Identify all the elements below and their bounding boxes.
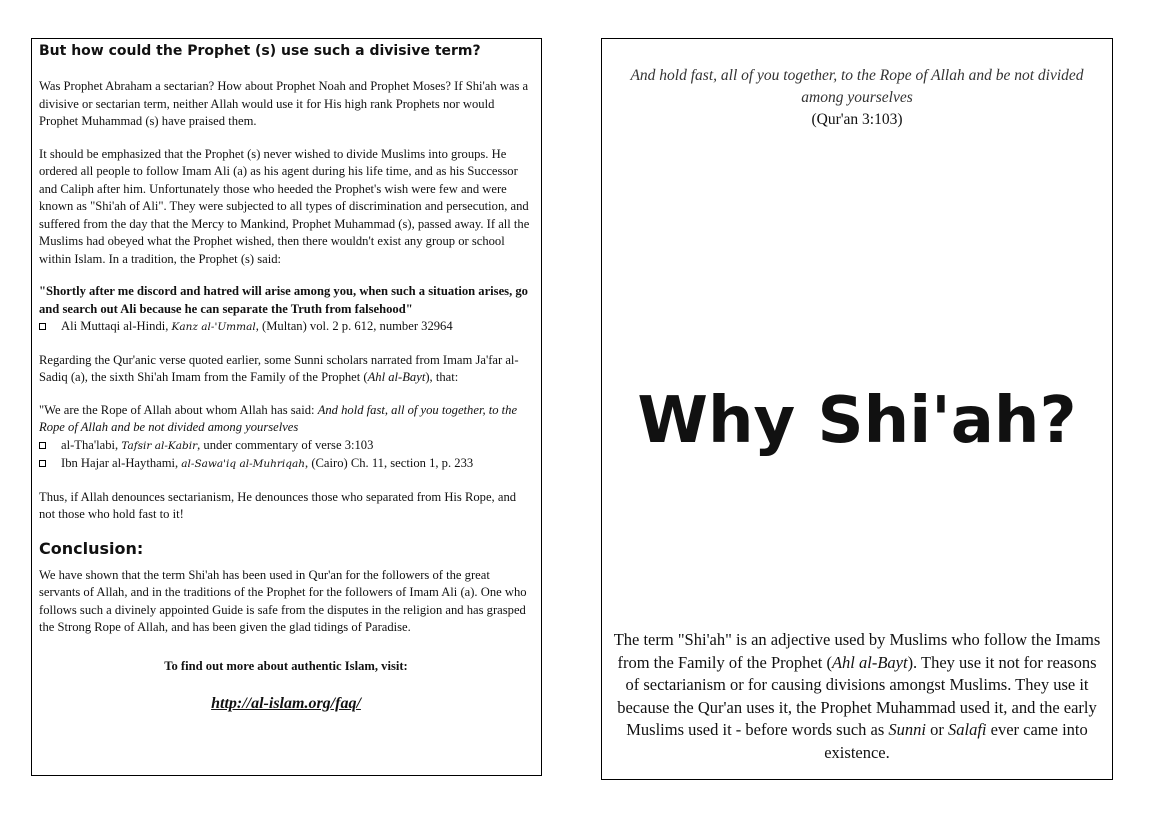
hadith-quote: "Shortly after me discord and hatred will arise among you, when such a situation arises, go and search out Ali because he can separate the Truth from falsehood": [39, 284, 528, 316]
paragraph-conclusion: We have shown that the term Shi'ah has been used in Qur'an for the followers of the great servants of Allah, and in the traditions of the Prophet for the followers of Imam Ali (a). One who follows such a divinely appointed Guide is safe from the disputes in the religion and has grasped the Strong Rope of Allah, and has been given the glad tidings of Paradise.: [39, 567, 527, 634]
checkbox-bullet-icon: [39, 460, 46, 467]
verse-reference: (Qur'an 3:103): [811, 111, 903, 128]
conclusion-heading: Conclusion:: [39, 538, 144, 558]
paragraph-rope-quote: "We are the Rope of Allah about whom Allah has said: And hold fast, all of you together, to the Rope of Allah and be not divided among yourselves: [39, 402, 518, 434]
verse-text: And hold fast, all of you together, to the Rope of Allah and be not divided among yourselves: [630, 67, 1084, 106]
paragraph-abraham: Was Prophet Abraham a sectarian? How about Prophet Noah and Prophet Moses? If Shi'ah was a divisive or sectarian term, neither Allah would use it for His high rank Prophets nor would Prophet Muhammad (s) have praised them.: [39, 79, 529, 128]
back-panel: [31, 38, 542, 776]
citation-haythami: Ibn Hajar al-Haythami, al-Sawa'iq al-Muhriqah, (Cairo) Ch. 11, section 1, p. 233: [39, 455, 533, 474]
citation-thalabi: al-Tha'labi, Tafsir al-Kabir, under commentary of verse 3:103: [39, 437, 533, 456]
checkbox-bullet-icon: [39, 442, 46, 449]
citation-kanz: Ali Muttaqi al-Hindi, Kanz al-'Ummal, (Multan) vol. 2 p. 612, number 32964: [39, 318, 533, 337]
checkbox-bullet-icon: [39, 323, 46, 330]
cover-panel: [601, 38, 1113, 780]
paragraph-quranic-verse: Regarding the Qur'anic verse quoted earlier, some Sunni scholars narrated from Imam Ja'far al-Sadiq (a), the sixth Shi'ah Imam from the Family of the Prophet (Ahl al-Bayt), that:: [39, 352, 519, 384]
page-title: Why Shi'ah?: [637, 384, 1077, 458]
definition-paragraph: The term "Shi'ah" is an adjective used by Muslims who follow the Imams from the Family of the Prophet (Ahl al-Bayt). They use it not for reasons of sectarianism or for causing divisions amongst Muslims. They use it because the Qur'an uses it, the Prophet Muhammad used it, and the early Muslims used it - before words such as Sunni or Salafi ever came into existence.: [613, 630, 1101, 762]
paragraph-sectarianism: Thus, if Allah denounces sectarianism, He denounces those who separated from His Rope, and not those who hold fast to it!: [39, 489, 517, 521]
section-heading: But how could the Prophet (s) use such a divisive term?: [39, 43, 481, 59]
website-link[interactable]: http://al-islam.org/faq/: [211, 694, 361, 712]
paragraph-prophet-wish: It should be emphasized that the Prophet (s) never wished to divide Muslims into groups. He ordered all people to follow Imam Ali (a) as his agent during his life time, and as his Successor and Caliph after him. Unfortunately those who heeded the Prophet's wish were few and were known as "Shi'ah of Ali". They were subjected to all types of discrimination and persecution, and suffered from the day that the Mercy to Mankind, Prophet Muhammad (s), passed away. If all the Muslims had obeyed what the Prophet wished, then there wouldn't exist any group or school within Islam. In a tradition, the Prophet (s) said:: [39, 146, 530, 266]
epigraph: [602, 65, 1112, 131]
visit-text: To find out more about authentic Islam, visit:: [164, 658, 408, 673]
